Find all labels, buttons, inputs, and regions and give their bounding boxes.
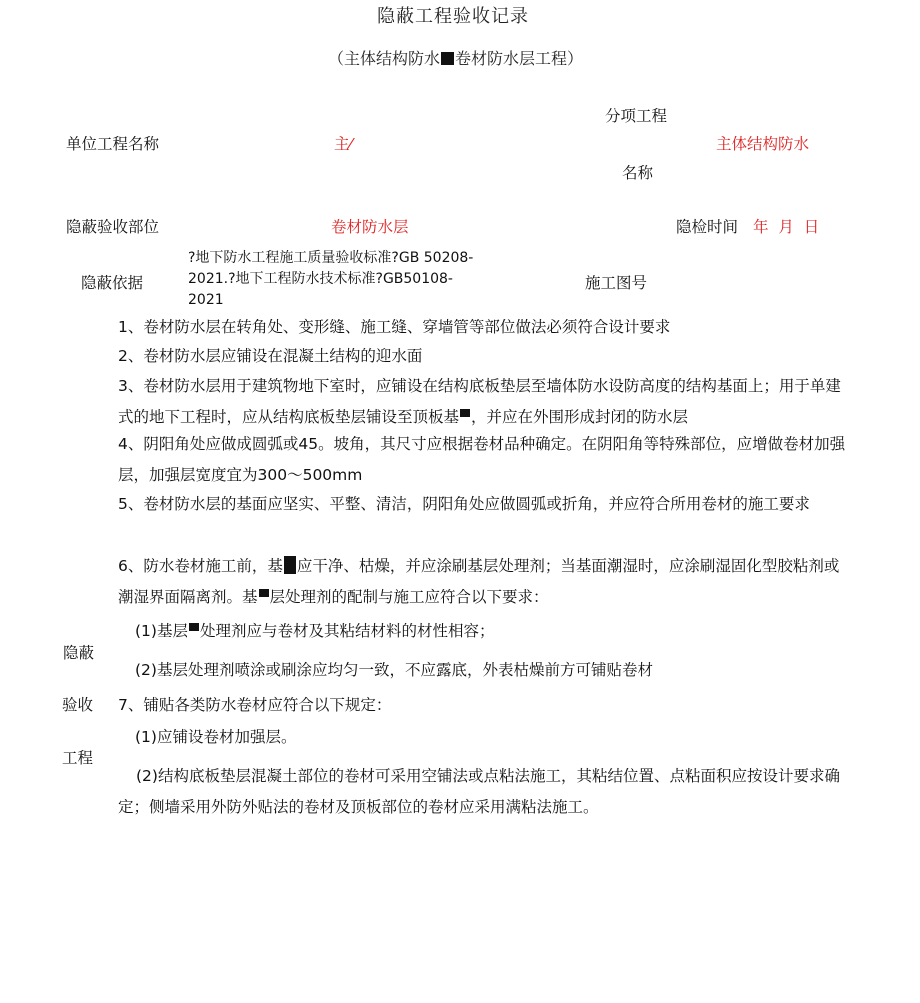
redaction-mark [284,556,296,574]
item-2: 2、卷材防水层应铺设在混凝土结构的迎水面 [118,347,423,365]
item-3-tail: ，并应在外围形成封闭的防水层 [471,408,689,426]
part-value: 卷材防水层 [331,218,409,236]
side-label-3: 工程 [62,749,94,767]
item-6-text-c: 层处理剂的配制与施工应符合以下要求： [269,588,549,606]
item-3-text: 3、卷材防水层用于建筑物地下室时，应铺设在结构底板垫层至墙体防水设防高度的结构基面上；用于单建式的地下工程时，应从结构底板垫层铺设至顶板基 [118,377,841,426]
redaction-mark [441,52,454,65]
document-subtitle [328,46,583,69]
part-label: 隐蔽验收部位 [66,218,160,236]
unit-value: 主⁄ [334,135,353,153]
basis-value: ?地下防水工程施工质量验收标准?GB 50208-2021.?地下工程防水技术标准?GB50108-2021 [188,250,474,308]
item-6-text-a: 6、防水卷材施工前，基 [118,557,283,575]
time-label: 隐检时间 [676,218,739,236]
item-7: 7、铺贴各类防水卷材应符合以下规定： [118,696,392,714]
document-title: 隐蔽工程验收记录 [377,6,529,27]
unit-label: 单位工程名称 [66,135,160,153]
item-6 [118,551,848,613]
item-3 [118,371,848,433]
subtitle-part-1: （主体结构防水 [328,49,441,68]
time-value: 年 月 日 [753,218,820,236]
subproject-label-1: 分项工程 [605,107,668,125]
redaction-mark [189,623,199,631]
subproject-label-2: 名称 [622,164,654,182]
item-6-2: (2)基层处理剂喷涂或刷涂应均匀一致，不应露底，外表枯燥前方可铺贴卷材 [135,661,653,679]
basis-label: 隐蔽依据 [81,274,144,292]
item-7-2: (2)结构底板垫层混凝土部位的卷材可采用空铺法或点粘法施工，其粘结位置、点粘面积应按设计要求确定；侧墙采用外防外贴法的卷材及顶板部位的卷材应采用满粘法施工。 [118,767,840,816]
item-1: 1、卷材防水层在转角处、变形缝、施工缝、穿墙管等部位做法必须符合设计要求 [118,318,671,336]
redaction-mark [460,409,470,417]
subproject-value: 主体结构防水 [716,135,810,153]
item-6-1 [135,616,494,647]
item-6-1-text-a: (1)基层 [135,622,188,640]
item-5: 5、卷材防水层的基面应坚实、平整、清洁，阴阳角处应做圆弧或折角，并应符合所用卷材的施工要求 [118,495,810,513]
side-label-1: 隐蔽 [63,644,95,662]
side-label-2: 验收 [62,696,94,714]
drawing-label: 施工图号 [585,274,648,292]
item-7-1: (1)应铺设卷材加强层。 [135,728,297,746]
redaction-mark [259,589,269,597]
item-6-1-text-b: 处理剂应与卷材及其粘结材料的材性相容； [199,622,495,640]
item-4: 4、阴阳角处应做成圆弧或45。坡角，其尺寸应根据卷材品种确定。在阴阳角等特殊部位，应增做卷材加强层，加强层宽度宜为300〜500mm [118,435,846,484]
item-6-text-b: 应干净、枯燥，并应涂刷基层处理剂；当基面潮湿时，应涂刷湿固化型胶粘剂或潮湿界面隔离剂。基 [118,557,840,606]
subtitle-part-2: 卷材防水层工程） [455,49,584,68]
